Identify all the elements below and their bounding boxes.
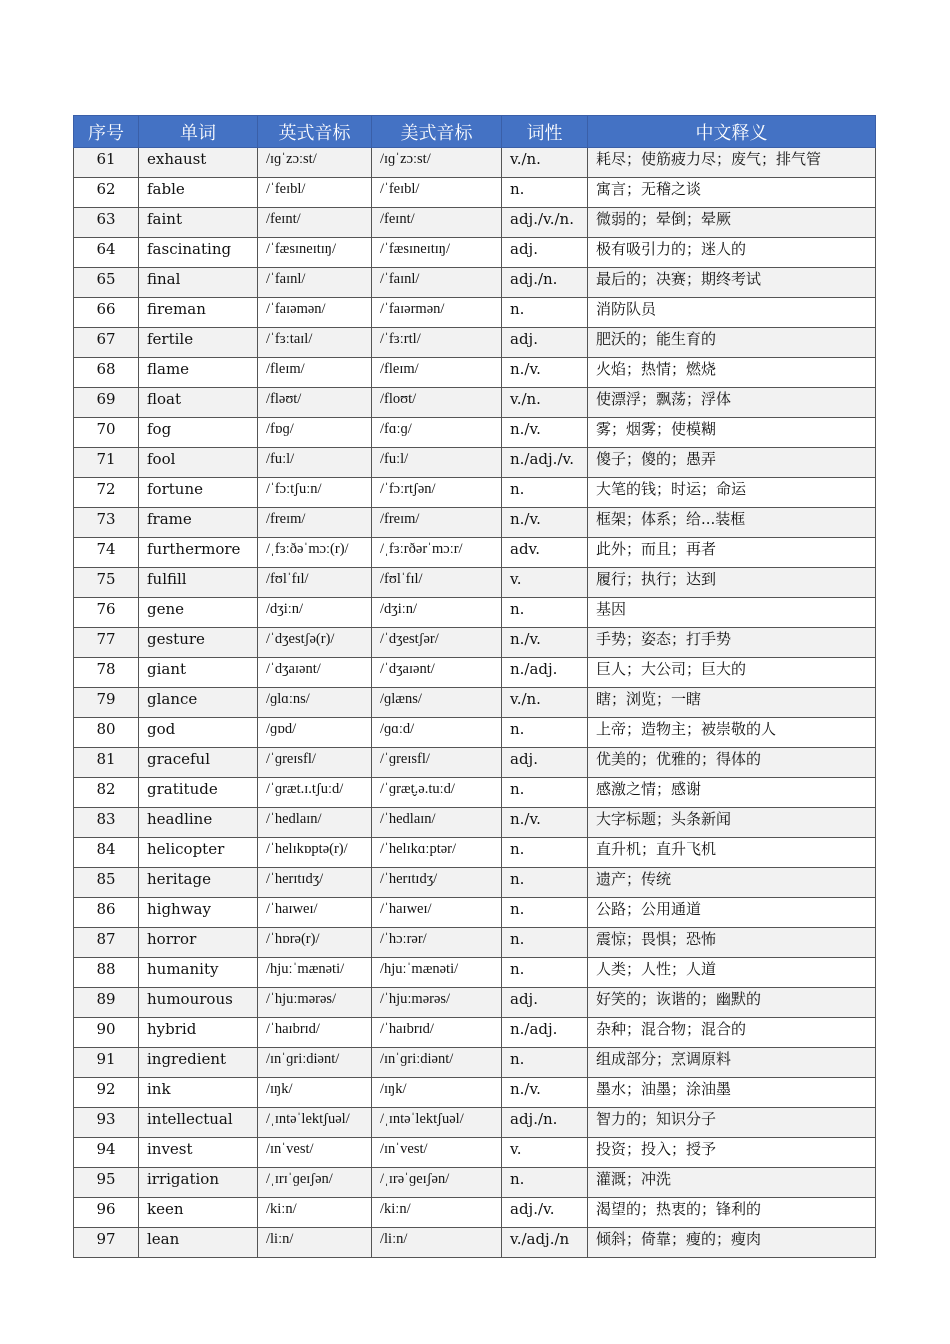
meaning-cell: 雾；烟雾；使模糊: [588, 418, 876, 448]
index-cell: 63: [74, 208, 139, 238]
table-row: [74, 508, 876, 538]
pos-cell: adj./n.: [502, 1108, 588, 1138]
uk-phonetic-cell: /ˈherɪtɪdʒ/: [258, 868, 372, 898]
table-row: [74, 1048, 876, 1078]
pos-cell: n.: [502, 598, 588, 628]
table-row: [74, 1228, 876, 1258]
word-cell: god: [139, 718, 258, 748]
meaning-cell: 大笔的钱；时运；命运: [588, 478, 876, 508]
word-cell: fortune: [139, 478, 258, 508]
word-cell: highway: [139, 898, 258, 928]
word-cell: gratitude: [139, 778, 258, 808]
index-cell: 86: [74, 898, 139, 928]
word-cell: horror: [139, 928, 258, 958]
table-row: [74, 988, 876, 1018]
uk-phonetic-cell: /ˈfeɪbl/: [258, 178, 372, 208]
uk-phonetic-cell: /ɪɡˈzɔːst/: [258, 148, 372, 178]
us-phonetic-cell: /ɡɑːd/: [372, 718, 502, 748]
index-cell: 81: [74, 748, 139, 778]
meaning-cell: 智力的；知识分子: [588, 1108, 876, 1138]
meaning-cell: 遗产；传统: [588, 868, 876, 898]
table-row: [74, 388, 876, 418]
us-phonetic-cell: /freɪm/: [372, 508, 502, 538]
index-cell: 68: [74, 358, 139, 388]
word-cell: flame: [139, 358, 258, 388]
table-row: [74, 628, 876, 658]
us-phonetic-cell: /feɪnt/: [372, 208, 502, 238]
us-phonetic-cell: /fʊlˈfɪl/: [372, 568, 502, 598]
us-phonetic-cell: /kiːn/: [372, 1198, 502, 1228]
meaning-cell: 公路；公用通道: [588, 898, 876, 928]
word-cell: keen: [139, 1198, 258, 1228]
us-phonetic-cell: /ɪnˈvest/: [372, 1138, 502, 1168]
word-cell: irrigation: [139, 1168, 258, 1198]
table-row: [74, 718, 876, 748]
table-row: [74, 748, 876, 778]
meaning-cell: 优美的；优雅的；得体的: [588, 748, 876, 778]
index-cell: 89: [74, 988, 139, 1018]
us-phonetic-cell: /ˌfɜːrðərˈmɔːr/: [372, 538, 502, 568]
pos-cell: n.: [502, 1048, 588, 1078]
table-row: [74, 1198, 876, 1228]
word-cell: fool: [139, 448, 258, 478]
uk-phonetic-cell: /fləʊt/: [258, 388, 372, 418]
table-row: [74, 1138, 876, 1168]
pos-cell: n./adj.: [502, 658, 588, 688]
index-cell: 64: [74, 238, 139, 268]
us-phonetic-cell: /ˈfeɪbl/: [372, 178, 502, 208]
us-phonetic-cell: /ɪɡˈzɔːst/: [372, 148, 502, 178]
table-row: [74, 868, 876, 898]
index-cell: 75: [74, 568, 139, 598]
index-cell: 82: [74, 778, 139, 808]
meaning-cell: 大字标题；头条新闻: [588, 808, 876, 838]
word-cell: fireman: [139, 298, 258, 328]
index-cell: 73: [74, 508, 139, 538]
pos-cell: adj./v./n.: [502, 208, 588, 238]
pos-cell: v.: [502, 568, 588, 598]
uk-phonetic-cell: /ˌfɜːðəˈmɔː(r)/: [258, 538, 372, 568]
table-header-row: [74, 116, 876, 148]
word-cell: headline: [139, 808, 258, 838]
meaning-cell: 灌溉；冲洗: [588, 1168, 876, 1198]
table-row: [74, 238, 876, 268]
header-part-of-speech: 词性: [502, 116, 588, 148]
index-cell: 95: [74, 1168, 139, 1198]
meaning-cell: 使漂浮；飘荡；浮体: [588, 388, 876, 418]
index-cell: 85: [74, 868, 139, 898]
meaning-cell: 火焰；热情；燃烧: [588, 358, 876, 388]
table-row: [74, 358, 876, 388]
pos-cell: n./v.: [502, 418, 588, 448]
word-cell: giant: [139, 658, 258, 688]
us-phonetic-cell: /dʒiːn/: [372, 598, 502, 628]
pos-cell: n./v.: [502, 1078, 588, 1108]
pos-cell: n.: [502, 478, 588, 508]
index-cell: 79: [74, 688, 139, 718]
us-phonetic-cell: /ˈhaɪweɪ/: [372, 898, 502, 928]
us-phonetic-cell: /floʊt/: [372, 388, 502, 418]
table-row: [74, 178, 876, 208]
table-row: [74, 778, 876, 808]
meaning-cell: 基因: [588, 598, 876, 628]
uk-phonetic-cell: /liːn/: [258, 1228, 372, 1258]
pos-cell: adj./v.: [502, 1198, 588, 1228]
uk-phonetic-cell: /dʒiːn/: [258, 598, 372, 628]
us-phonetic-cell: /fuːl/: [372, 448, 502, 478]
pos-cell: n./v.: [502, 358, 588, 388]
index-cell: 69: [74, 388, 139, 418]
us-phonetic-cell: /ɪŋk/: [372, 1078, 502, 1108]
word-cell: fog: [139, 418, 258, 448]
us-phonetic-cell: /liːn/: [372, 1228, 502, 1258]
uk-phonetic-cell: /ˈfɜːtaɪl/: [258, 328, 372, 358]
meaning-cell: 履行；执行；达到: [588, 568, 876, 598]
uk-phonetic-cell: /ˈhelɪkɒptə(r)/: [258, 838, 372, 868]
index-cell: 74: [74, 538, 139, 568]
pos-cell: v.: [502, 1138, 588, 1168]
pos-cell: adj./n.: [502, 268, 588, 298]
table-row: [74, 268, 876, 298]
word-cell: furthermore: [139, 538, 258, 568]
us-phonetic-cell: /ˈhedlaɪn/: [372, 808, 502, 838]
pos-cell: adj.: [502, 238, 588, 268]
meaning-cell: 耗尽；使筋疲力尽；废气；排气管: [588, 148, 876, 178]
pos-cell: adj.: [502, 988, 588, 1018]
us-phonetic-cell: /ˌɪrəˈɡeɪʃən/: [372, 1168, 502, 1198]
table-row: [74, 568, 876, 598]
us-phonetic-cell: /ˈfɜːrtl/: [372, 328, 502, 358]
table-row: [74, 148, 876, 178]
meaning-cell: 肥沃的；能生育的: [588, 328, 876, 358]
pos-cell: n./v.: [502, 508, 588, 538]
table-row: [74, 1018, 876, 1048]
meaning-cell: 傻子；傻的；愚弄: [588, 448, 876, 478]
table-row: [74, 1108, 876, 1138]
us-phonetic-cell: /fɑːɡ/: [372, 418, 502, 448]
meaning-cell: 消防队员: [588, 298, 876, 328]
meaning-cell: 渴望的；热衷的；锋利的: [588, 1198, 876, 1228]
uk-phonetic-cell: /kiːn/: [258, 1198, 372, 1228]
meaning-cell: 好笑的；诙谐的；幽默的: [588, 988, 876, 1018]
uk-phonetic-cell: /ˈhedlaɪn/: [258, 808, 372, 838]
index-cell: 90: [74, 1018, 139, 1048]
table-row: [74, 1078, 876, 1108]
index-cell: 78: [74, 658, 139, 688]
meaning-cell: 投资；投入；授予: [588, 1138, 876, 1168]
index-cell: 77: [74, 628, 139, 658]
word-cell: invest: [139, 1138, 258, 1168]
uk-phonetic-cell: /fɒɡ/: [258, 418, 372, 448]
pos-cell: n./adj.: [502, 1018, 588, 1048]
meaning-cell: 此外；而且；再者: [588, 538, 876, 568]
header-us-phonetic: 美式音标: [372, 116, 502, 148]
uk-phonetic-cell: /ˈɡræt.ɪ.tʃuːd/: [258, 778, 372, 808]
index-cell: 65: [74, 268, 139, 298]
uk-phonetic-cell: /ɡɒd/: [258, 718, 372, 748]
word-cell: lean: [139, 1228, 258, 1258]
uk-phonetic-cell: /ˈdʒestʃə(r)/: [258, 628, 372, 658]
us-phonetic-cell: /hjuːˈmænəti/: [372, 958, 502, 988]
index-cell: 72: [74, 478, 139, 508]
uk-phonetic-cell: /ˌɪrɪˈɡeɪʃən/: [258, 1168, 372, 1198]
vocabulary-table: [73, 115, 876, 1258]
pos-cell: n.: [502, 778, 588, 808]
pos-cell: adv.: [502, 538, 588, 568]
pos-cell: n.: [502, 178, 588, 208]
uk-phonetic-cell: /ˈfæsɪneɪtɪŋ/: [258, 238, 372, 268]
word-cell: fascinating: [139, 238, 258, 268]
word-cell: exhaust: [139, 148, 258, 178]
word-cell: graceful: [139, 748, 258, 778]
meaning-cell: 最后的；决赛；期终考试: [588, 268, 876, 298]
meaning-cell: 框架；体系；给...装框: [588, 508, 876, 538]
uk-phonetic-cell: /ˈfaɪəmən/: [258, 298, 372, 328]
word-cell: fertile: [139, 328, 258, 358]
meaning-cell: 手势；姿态；打手势: [588, 628, 876, 658]
table-body: [74, 148, 876, 1258]
uk-phonetic-cell: /ˈɡreɪsfl/: [258, 748, 372, 778]
meaning-cell: 感激之情；感谢: [588, 778, 876, 808]
us-phonetic-cell: /ˈhɔːrər/: [372, 928, 502, 958]
header-chinese-meaning: 中文释义: [588, 116, 876, 148]
index-cell: 94: [74, 1138, 139, 1168]
meaning-cell: 人类；人性；人道: [588, 958, 876, 988]
pos-cell: v./n.: [502, 388, 588, 418]
index-cell: 92: [74, 1078, 139, 1108]
table-row: [74, 688, 876, 718]
us-phonetic-cell: /ɡlæns/: [372, 688, 502, 718]
uk-phonetic-cell: /ˈfɔːtʃuːn/: [258, 478, 372, 508]
word-cell: glance: [139, 688, 258, 718]
table-row: [74, 958, 876, 988]
uk-phonetic-cell: /fʊlˈfɪl/: [258, 568, 372, 598]
word-cell: float: [139, 388, 258, 418]
header-uk-phonetic: 英式音标: [258, 116, 372, 148]
meaning-cell: 墨水；油墨；涂油墨: [588, 1078, 876, 1108]
us-phonetic-cell: /ˌɪntəˈlektʃuəl/: [372, 1108, 502, 1138]
index-cell: 66: [74, 298, 139, 328]
us-phonetic-cell: /ˈfɔːrtʃən/: [372, 478, 502, 508]
table-row: [74, 208, 876, 238]
pos-cell: n./v.: [502, 808, 588, 838]
pos-cell: adj.: [502, 748, 588, 778]
word-cell: intellectual: [139, 1108, 258, 1138]
index-cell: 67: [74, 328, 139, 358]
word-cell: gene: [139, 598, 258, 628]
us-phonetic-cell: /ˈherɪtɪdʒ/: [372, 868, 502, 898]
meaning-cell: 微弱的；晕倒；晕厥: [588, 208, 876, 238]
pos-cell: n.: [502, 1168, 588, 1198]
us-phonetic-cell: /ˈɡræt̬.ə.tuːd/: [372, 778, 502, 808]
table-row: [74, 328, 876, 358]
table-row: [74, 598, 876, 628]
index-cell: 80: [74, 718, 139, 748]
pos-cell: n.: [502, 838, 588, 868]
table-row: [74, 478, 876, 508]
index-cell: 93: [74, 1108, 139, 1138]
word-cell: ink: [139, 1078, 258, 1108]
table-row: [74, 658, 876, 688]
pos-cell: n./adj./v.: [502, 448, 588, 478]
index-cell: 76: [74, 598, 139, 628]
us-phonetic-cell: /ɪnˈɡriːdiənt/: [372, 1048, 502, 1078]
table-row: [74, 898, 876, 928]
pos-cell: n.: [502, 928, 588, 958]
table-row: [74, 538, 876, 568]
word-cell: frame: [139, 508, 258, 538]
uk-phonetic-cell: /freɪm/: [258, 508, 372, 538]
meaning-cell: 震惊；畏惧；恐怖: [588, 928, 876, 958]
uk-phonetic-cell: /ɪnˈɡriːdiənt/: [258, 1048, 372, 1078]
table-row: [74, 1168, 876, 1198]
pos-cell: n.: [502, 898, 588, 928]
us-phonetic-cell: /ˈfaɪərmən/: [372, 298, 502, 328]
header-index: 序号: [74, 116, 139, 148]
uk-phonetic-cell: /fuːl/: [258, 448, 372, 478]
index-cell: 83: [74, 808, 139, 838]
uk-phonetic-cell: /ɪnˈvest/: [258, 1138, 372, 1168]
us-phonetic-cell: /ˈhaɪbrɪd/: [372, 1018, 502, 1048]
uk-phonetic-cell: /ˌɪntəˈlektʃuəl/: [258, 1108, 372, 1138]
meaning-cell: 倾斜；倚靠；瘦的；瘦肉: [588, 1228, 876, 1258]
uk-phonetic-cell: /feɪnt/: [258, 208, 372, 238]
uk-phonetic-cell: /hjuːˈmænəti/: [258, 958, 372, 988]
word-cell: humanity: [139, 958, 258, 988]
index-cell: 84: [74, 838, 139, 868]
word-cell: humourous: [139, 988, 258, 1018]
word-cell: gesture: [139, 628, 258, 658]
index-cell: 70: [74, 418, 139, 448]
table-row: [74, 838, 876, 868]
header-word: 单词: [139, 116, 258, 148]
table-row: [74, 448, 876, 478]
pos-cell: n.: [502, 868, 588, 898]
word-cell: faint: [139, 208, 258, 238]
word-cell: final: [139, 268, 258, 298]
table-row: [74, 418, 876, 448]
word-cell: fulfill: [139, 568, 258, 598]
us-phonetic-cell: /ˈɡreɪsfl/: [372, 748, 502, 778]
word-cell: fable: [139, 178, 258, 208]
word-cell: heritage: [139, 868, 258, 898]
us-phonetic-cell: /ˈhelɪkɑːptər/: [372, 838, 502, 868]
meaning-cell: 瞎；浏览；一瞎: [588, 688, 876, 718]
meaning-cell: 直升机；直升飞机: [588, 838, 876, 868]
index-cell: 87: [74, 928, 139, 958]
table-row: [74, 808, 876, 838]
uk-phonetic-cell: /ˈhaɪbrɪd/: [258, 1018, 372, 1048]
us-phonetic-cell: /ˈdʒestʃər/: [372, 628, 502, 658]
pos-cell: v./n.: [502, 688, 588, 718]
uk-phonetic-cell: /ˈhɒrə(r)/: [258, 928, 372, 958]
word-cell: hybrid: [139, 1018, 258, 1048]
index-cell: 62: [74, 178, 139, 208]
uk-phonetic-cell: /fleɪm/: [258, 358, 372, 388]
us-phonetic-cell: /ˈhjuːmərəs/: [372, 988, 502, 1018]
meaning-cell: 杂种；混合物；混合的: [588, 1018, 876, 1048]
us-phonetic-cell: /ˈdʒaɪənt/: [372, 658, 502, 688]
uk-phonetic-cell: /ɪŋk/: [258, 1078, 372, 1108]
us-phonetic-cell: /ˈfæsɪneɪtɪŋ/: [372, 238, 502, 268]
us-phonetic-cell: /fleɪm/: [372, 358, 502, 388]
meaning-cell: 上帝；造物主；被崇敬的人: [588, 718, 876, 748]
pos-cell: v./n.: [502, 148, 588, 178]
index-cell: 88: [74, 958, 139, 988]
table-row: [74, 928, 876, 958]
pos-cell: n.: [502, 718, 588, 748]
word-cell: helicopter: [139, 838, 258, 868]
uk-phonetic-cell: /ˈdʒaɪənt/: [258, 658, 372, 688]
pos-cell: v./adj./n: [502, 1228, 588, 1258]
us-phonetic-cell: /ˈfaɪnl/: [372, 268, 502, 298]
index-cell: 71: [74, 448, 139, 478]
uk-phonetic-cell: /ˈhjuːmərəs/: [258, 988, 372, 1018]
uk-phonetic-cell: /ɡlɑːns/: [258, 688, 372, 718]
index-cell: 91: [74, 1048, 139, 1078]
meaning-cell: 组成部分；烹调原料: [588, 1048, 876, 1078]
meaning-cell: 寓言；无稽之谈: [588, 178, 876, 208]
uk-phonetic-cell: /ˈfaɪnl/: [258, 268, 372, 298]
index-cell: 61: [74, 148, 139, 178]
pos-cell: n.: [502, 958, 588, 988]
index-cell: 97: [74, 1228, 139, 1258]
meaning-cell: 巨人；大公司；巨大的: [588, 658, 876, 688]
uk-phonetic-cell: /ˈhaɪweɪ/: [258, 898, 372, 928]
index-cell: 96: [74, 1198, 139, 1228]
meaning-cell: 极有吸引力的；迷人的: [588, 238, 876, 268]
pos-cell: n.: [502, 298, 588, 328]
pos-cell: n./v.: [502, 628, 588, 658]
table-row: [74, 298, 876, 328]
pos-cell: adj.: [502, 328, 588, 358]
word-cell: ingredient: [139, 1048, 258, 1078]
